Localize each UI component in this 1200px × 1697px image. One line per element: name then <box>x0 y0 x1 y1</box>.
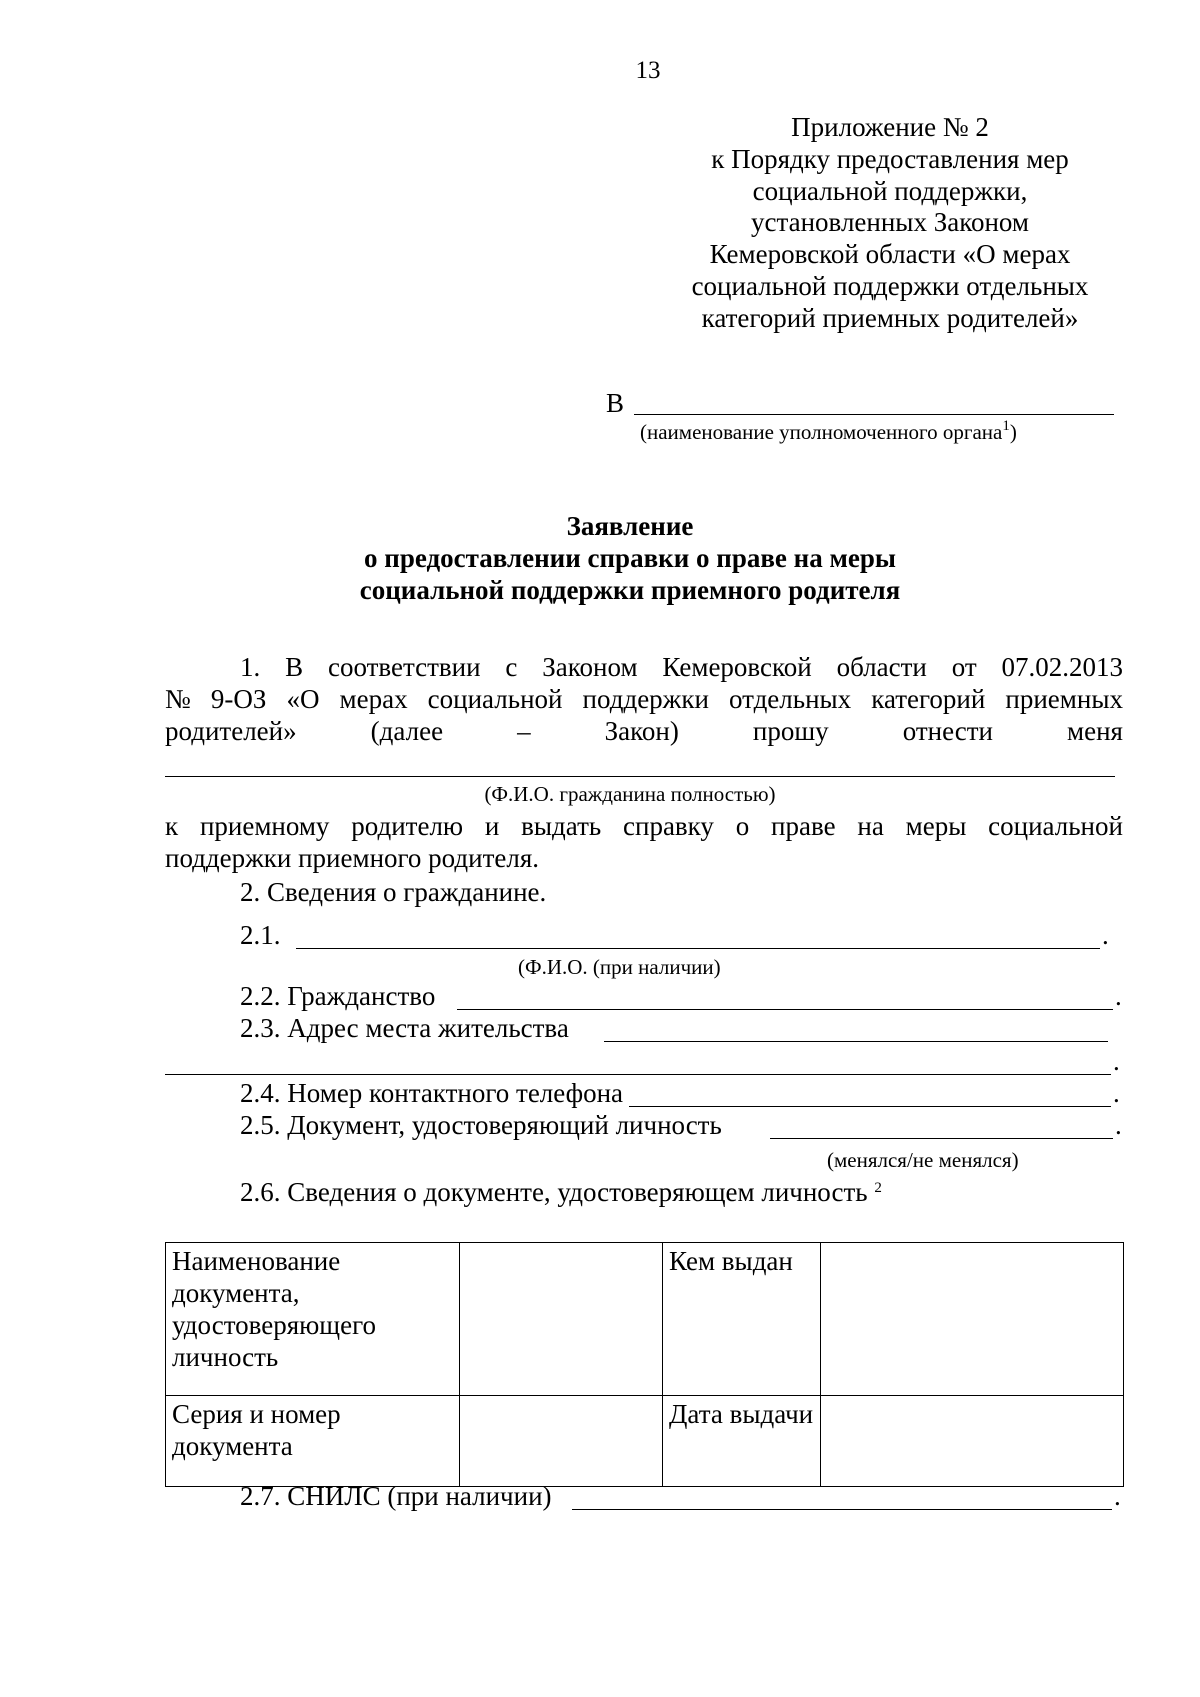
snils-input[interactable] <box>572 1509 1112 1510</box>
word: 9-ОЗ <box>210 684 267 714</box>
table-cell-label: Наименование документа, удостоверяющего личность <box>166 1243 460 1396</box>
item1-line3 <box>165 716 1123 746</box>
period: . <box>1102 920 1109 950</box>
appendix-header <box>666 112 1114 335</box>
page-number: 13 <box>635 57 661 84</box>
field-2-1-label: 2.1. <box>240 920 281 950</box>
word: с <box>505 652 518 682</box>
word: меры <box>905 811 967 841</box>
field-2-3-label: 2.3. Адрес места жительства <box>240 1013 569 1043</box>
table-cell-label: Серия и номер документа <box>166 1396 460 1487</box>
word: приемных <box>1005 684 1123 714</box>
document-name-cell[interactable] <box>460 1243 663 1396</box>
word: категорий <box>871 684 986 714</box>
word: социальной <box>988 811 1123 841</box>
citizen-fullname-caption: (Ф.И.О. гражданина полностью) <box>484 782 776 806</box>
issued-by-cell[interactable] <box>821 1243 1124 1396</box>
address-input[interactable] <box>604 1041 1108 1042</box>
appendix-line: категорий приемных родителей» <box>701 302 1079 333</box>
appendix-line: к Порядку предоставления мер <box>711 143 1069 174</box>
word: родителю <box>351 811 464 841</box>
word: «О <box>286 684 320 714</box>
word: Закон) <box>604 716 679 746</box>
address-input-continued[interactable] <box>165 1074 1111 1075</box>
appendix-line: установленных Законом <box>751 207 1029 238</box>
footnote-mark: 1 <box>1002 418 1010 434</box>
citizen-fullname-field[interactable] <box>165 776 1115 777</box>
appendix-line: социальной поддержки отдельных <box>691 270 1089 301</box>
footnote-mark: 2 <box>874 1180 882 1196</box>
field-2-2-label: 2.2. Гражданство <box>240 981 436 1011</box>
period: . <box>1113 1046 1120 1076</box>
addressee-field[interactable] <box>634 414 1114 415</box>
issue-date-cell[interactable] <box>821 1396 1124 1487</box>
word: (далее <box>370 716 444 746</box>
word: к <box>165 811 179 841</box>
word: поддержки <box>582 684 709 714</box>
field-2-5-caption: (менялся/не менялся) <box>827 1148 1019 1172</box>
field-2-1-input[interactable] <box>296 948 1100 949</box>
word: справку <box>623 811 714 841</box>
item1-line4 <box>165 811 1123 841</box>
table-row <box>166 1243 1124 1396</box>
title-line: социальной поддержки приемного родителя <box>359 575 901 605</box>
word: и <box>484 811 500 841</box>
word: – <box>517 716 531 746</box>
word: № <box>165 684 191 714</box>
addressee-caption: (наименование уполномоченного органа$^1$) <box>640 418 1017 444</box>
word: от <box>951 652 977 682</box>
word: о <box>735 811 750 841</box>
word: родителей» <box>165 716 297 746</box>
period: . <box>1115 1110 1122 1140</box>
word: прошу <box>752 716 829 746</box>
word: 07.02.2013 <box>1001 652 1123 682</box>
identity-document-table <box>165 1242 1124 1487</box>
word: социальной <box>427 684 563 714</box>
identity-document-input[interactable] <box>770 1138 1113 1139</box>
item1-line5: поддержки приемного родителя. <box>165 843 540 873</box>
appendix-line: социальной поддержки, <box>752 175 1028 206</box>
title-line: о предоставлении справки о праве на меры <box>364 543 896 573</box>
word: отдельных <box>728 684 852 714</box>
word: мерах <box>339 684 408 714</box>
field-2-1-caption: (Ф.И.О. (при наличии) <box>518 955 721 979</box>
appendix-line: Приложение № 2 <box>791 112 989 142</box>
series-number-cell[interactable] <box>460 1396 663 1487</box>
phone-input[interactable] <box>629 1106 1111 1107</box>
appendix-line: Кемеровской области «О мерах <box>709 239 1071 270</box>
period: . <box>1115 981 1122 1011</box>
title-line: Заявление <box>566 511 694 541</box>
word: праве <box>771 811 836 841</box>
word: Кемеровской <box>662 652 812 682</box>
item1-line1 <box>240 652 1123 682</box>
table-cell-label: Кем выдан <box>663 1243 821 1396</box>
period: . <box>1113 1078 1120 1108</box>
field-2-4-label: 2.4. Номер контактного телефона <box>240 1078 624 1108</box>
item1-line2 <box>165 684 1123 714</box>
word: отнести <box>902 716 993 746</box>
field-2-5-label: 2.5. Документ, удостоверяющий личность <box>240 1110 722 1140</box>
word: соответствии <box>327 652 481 682</box>
field-2-7-label: 2.7. СНИЛС (при наличии) <box>240 1481 552 1511</box>
citizenship-input[interactable] <box>457 1009 1113 1010</box>
table-row <box>166 1396 1124 1487</box>
word: Законом <box>542 652 638 682</box>
word: меня <box>1067 716 1123 746</box>
period: . <box>1114 1481 1121 1511</box>
table-cell-label: Дата выдачи <box>663 1396 821 1487</box>
word: 1. <box>240 652 261 682</box>
document-title <box>165 510 1095 606</box>
word: приемному <box>199 811 330 841</box>
word: В <box>285 652 304 682</box>
word: на <box>857 811 884 841</box>
word: области <box>836 652 927 682</box>
word: выдать <box>521 811 602 841</box>
item2-heading: 2. Сведения о гражданине. <box>240 877 547 907</box>
addressee-prefix: В <box>606 388 625 418</box>
field-2-6-label: 2.6. Сведения о документе, удостоверяющем личность $^2$ <box>240 1177 882 1207</box>
